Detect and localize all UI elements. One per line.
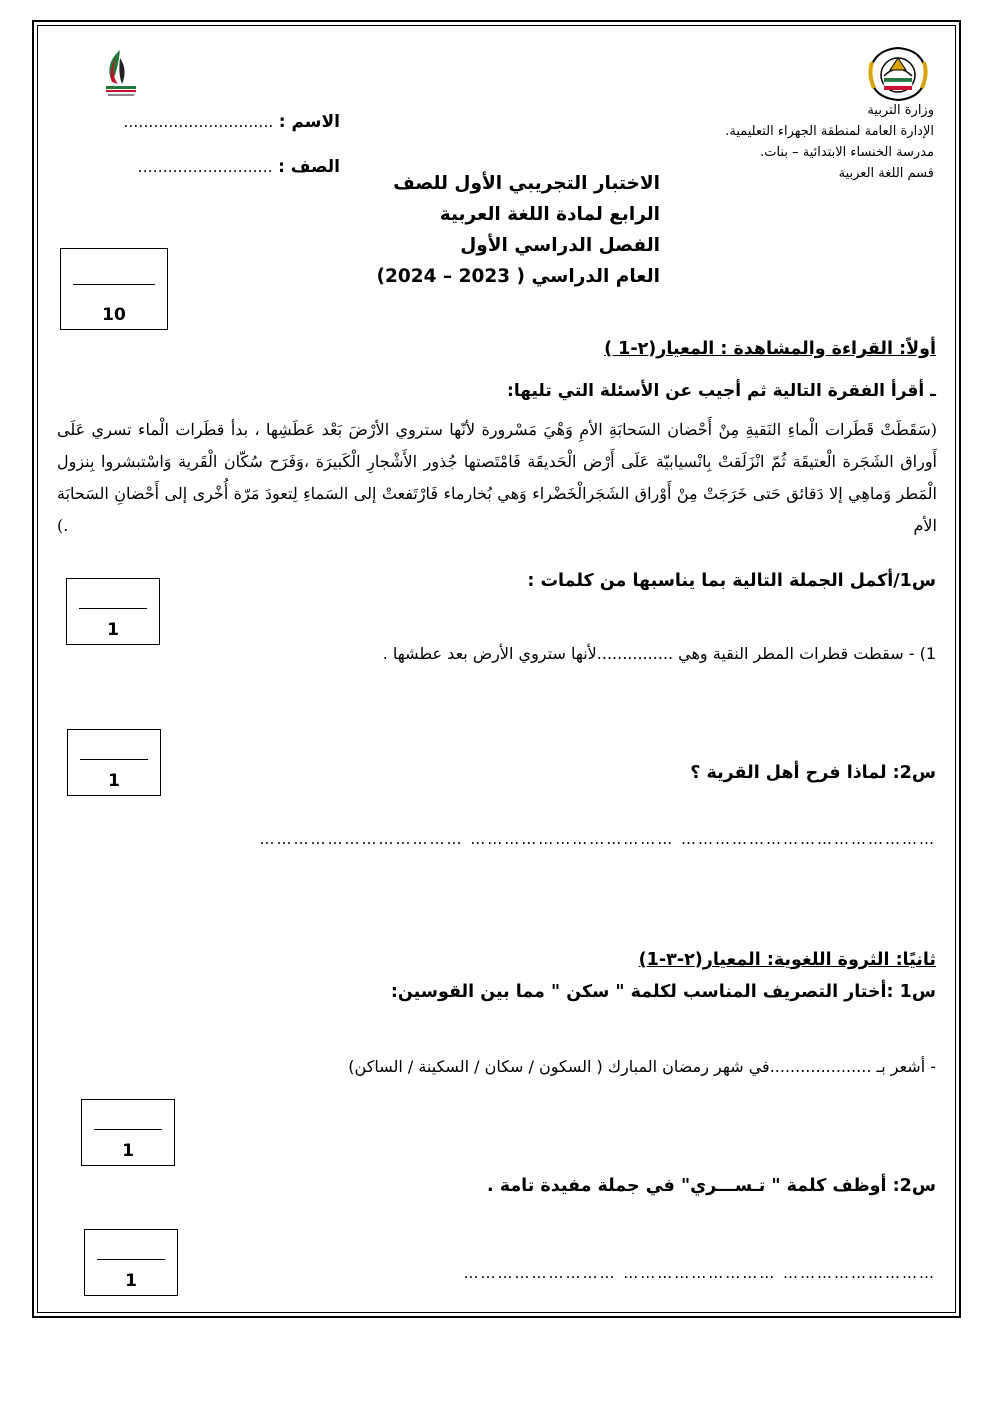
s1-q2-score-box xyxy=(67,729,161,796)
title-line-2: الرابع لمادة اللغة العربية xyxy=(439,204,660,225)
kuwait-emblem-icon xyxy=(866,44,930,102)
s2-q2-answer-field[interactable]: ……………………… ……………………… ……………………… xyxy=(463,1264,936,1282)
s2-q1-score-box xyxy=(81,1099,175,1166)
total-score: 10 xyxy=(102,305,126,325)
name-field[interactable]: ………………………… xyxy=(123,113,274,131)
directorate-name: الإدارة العامة لمنطقة الجهراء التعليمية. xyxy=(725,124,934,139)
s1-q1-sentence: 1) - سقطت قطرات المطر النقية وهي ...............لأنها ستروي الأرض بعد عطشها . xyxy=(382,644,936,663)
class-label: الصف : xyxy=(278,157,340,177)
header-block xyxy=(634,100,934,184)
total-score-box xyxy=(60,248,168,330)
s1-q2-label: س2: لماذا فرح أهل القرية ؟ xyxy=(690,763,936,783)
s1-q1-score: 1 xyxy=(107,620,119,640)
school-emblem-icon xyxy=(98,48,144,102)
class-row xyxy=(60,157,340,177)
s1-q2-answer-field[interactable]: ……………………………………… ……………………………… ……………………………… xyxy=(259,830,936,848)
section2-heading: ثانيًا: الثروة اللغوية: المعيار(٢-٣-1) xyxy=(638,950,936,970)
score-line xyxy=(80,759,148,760)
s1-q1-score-box xyxy=(66,578,160,645)
reading-passage: (سَقَطَتْ قَطَرات الْماءِ النَقيةِ مِنْ أَحْضان السَحابَةِ الأمِ وَهْيَ مَسْرورة لأنّها ستروي الأرْضَ بَعْد عَطَشِها ، بدأ قطَرات الْماء تسري عَلَى أَوراق الشَجَرة الْعتيقَة ثُمّ انْزَلَقتْ بِانْسيابيّة عَلَى أَرْض الْحَديقَة فَامْتَصتها جُذور الأَشْجارِ الْكَبيرَة ،وَفَرَح سُكّان الْقَرية وَاسْتبشروا بِنزول الْمَطر وَماهِي إلا دَقائق حَتى خَرَجَتْ مِنْ أَوْراق الشَجَرالْخَضْراء وَهي بُخارماء فَارْتَفعتْ إلى السَماءِ لِتعودَ مَرّة أُخْرى إلى أَحْضانِ السَحابَة الأم .) xyxy=(57,420,938,535)
section1-instruction: ـ أقرأ الفقرة التالية ثم أجيب عن الأسئلة التي تليها: xyxy=(507,381,936,401)
score-line xyxy=(97,1259,165,1260)
s2-q2-score: 1 xyxy=(125,1271,137,1291)
title-line-4: العام الدراسي ( 2023 – 2024) xyxy=(376,266,660,287)
score-line xyxy=(79,608,147,609)
title-line-3: الفصل الدراسي الأول xyxy=(460,235,660,256)
section1-heading: أولاً: القراءة والمشاهدة : المعيار(٢-1 ) xyxy=(604,339,936,359)
s1-q2-score: 1 xyxy=(108,771,120,791)
exam-title xyxy=(360,168,660,292)
score-line xyxy=(73,284,155,285)
s2-q2-label: س2: أوظف كلمة " تـســـري" في جملة مفيدة تامة . xyxy=(486,1176,936,1196)
s2-q1-score: 1 xyxy=(122,1141,134,1161)
ministry-name: وزارة التربية xyxy=(867,103,934,118)
title-line-1: الاختبار التجريبي الأول للصف xyxy=(393,173,660,194)
class-field[interactable]: ……………………… xyxy=(137,158,273,176)
name-row xyxy=(60,112,340,132)
department-name: قسم اللغة العربية xyxy=(838,166,934,181)
s1-q1-label: س1/أكمل الجملة التالية بما يناسبها من كلمات : xyxy=(527,571,936,591)
score-line xyxy=(94,1129,162,1130)
s2-q1-sentence: - أشعر بـ ....................في شهر رمضان المبارك ( السكون / سكان / السكينة / الساكن) xyxy=(348,1057,936,1076)
name-label: الاسم : xyxy=(278,112,340,132)
school-name: مدرسة الخنساء الابتدائية – بنات. xyxy=(760,145,934,160)
s2-q1-label: س1 :أختار التصريف المناسب لكلمة " سكن " مما بين القوسين: xyxy=(390,982,936,1002)
s2-q2-score-box xyxy=(84,1229,178,1296)
